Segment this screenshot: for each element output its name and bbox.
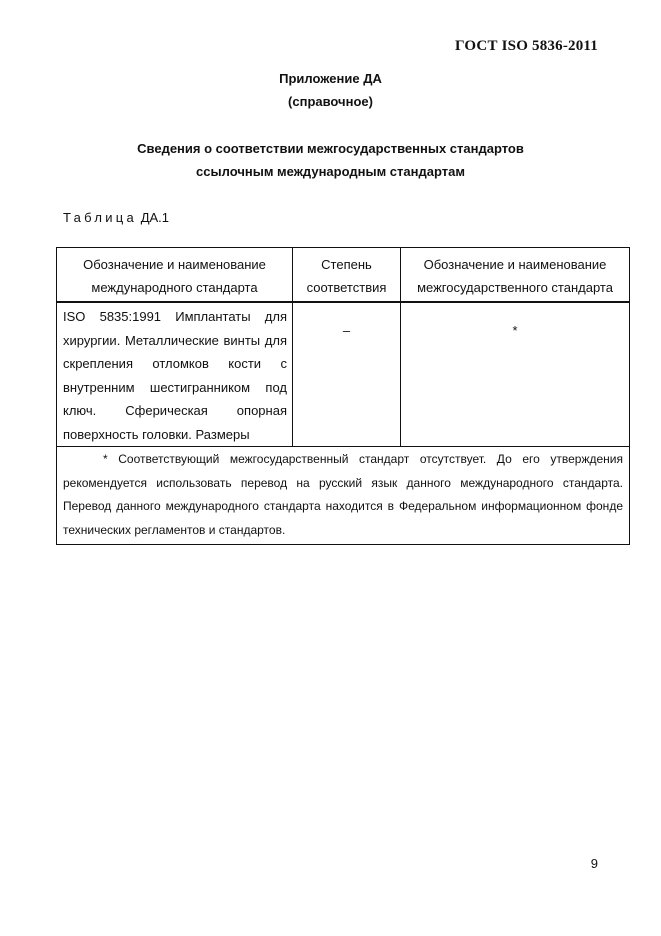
table-footnote-row: [57, 447, 630, 545]
appendix-subtitle: (справочное): [288, 94, 373, 109]
table-footnote: [57, 447, 630, 545]
table-caption-word: Таблица: [63, 210, 138, 225]
table-header-row: [57, 248, 630, 303]
cell-degree: –: [293, 302, 401, 447]
footnote-text: * Соответствующий межгосударственный стандарт отсутствует. До его утверждения рекомендуется использовать перевод на русский язык данного международного стандарта. Перевод данного международного стандарта находится в Федеральном информационном фонде технических регламентов и стандартов.: [63, 452, 623, 537]
document-code: ГОСТ ISO 5836-2011: [455, 38, 598, 54]
appendix-title: Приложение ДА: [279, 71, 382, 86]
cell-interstate-standard: *: [401, 302, 630, 447]
column-header-interstate: Обозначение и наименование межгосударственного стандарта: [401, 248, 630, 303]
table-caption: [63, 210, 169, 225]
page-number: 9: [590, 856, 598, 871]
table-row: [57, 302, 630, 447]
section-heading-line-2: ссылочным международным стандартам: [196, 164, 465, 179]
cell-international-standard: ISO 5835:1991 Имплантаты для хирургии. Металлические винты для скрепления отломков кости с внутренним шестигранником под ключ. Сферическая опорная поверхность головки. Размеры: [57, 302, 293, 447]
correspondence-table: [56, 247, 630, 545]
column-header-degree: Степень соответствия: [293, 248, 401, 303]
section-heading-line-1: Сведения о соответствии межгосударственных стандартов: [137, 141, 524, 156]
column-header-international: Обозначение и наименование международного стандарта: [57, 248, 293, 303]
table-caption-number: ДА.1: [140, 210, 170, 225]
